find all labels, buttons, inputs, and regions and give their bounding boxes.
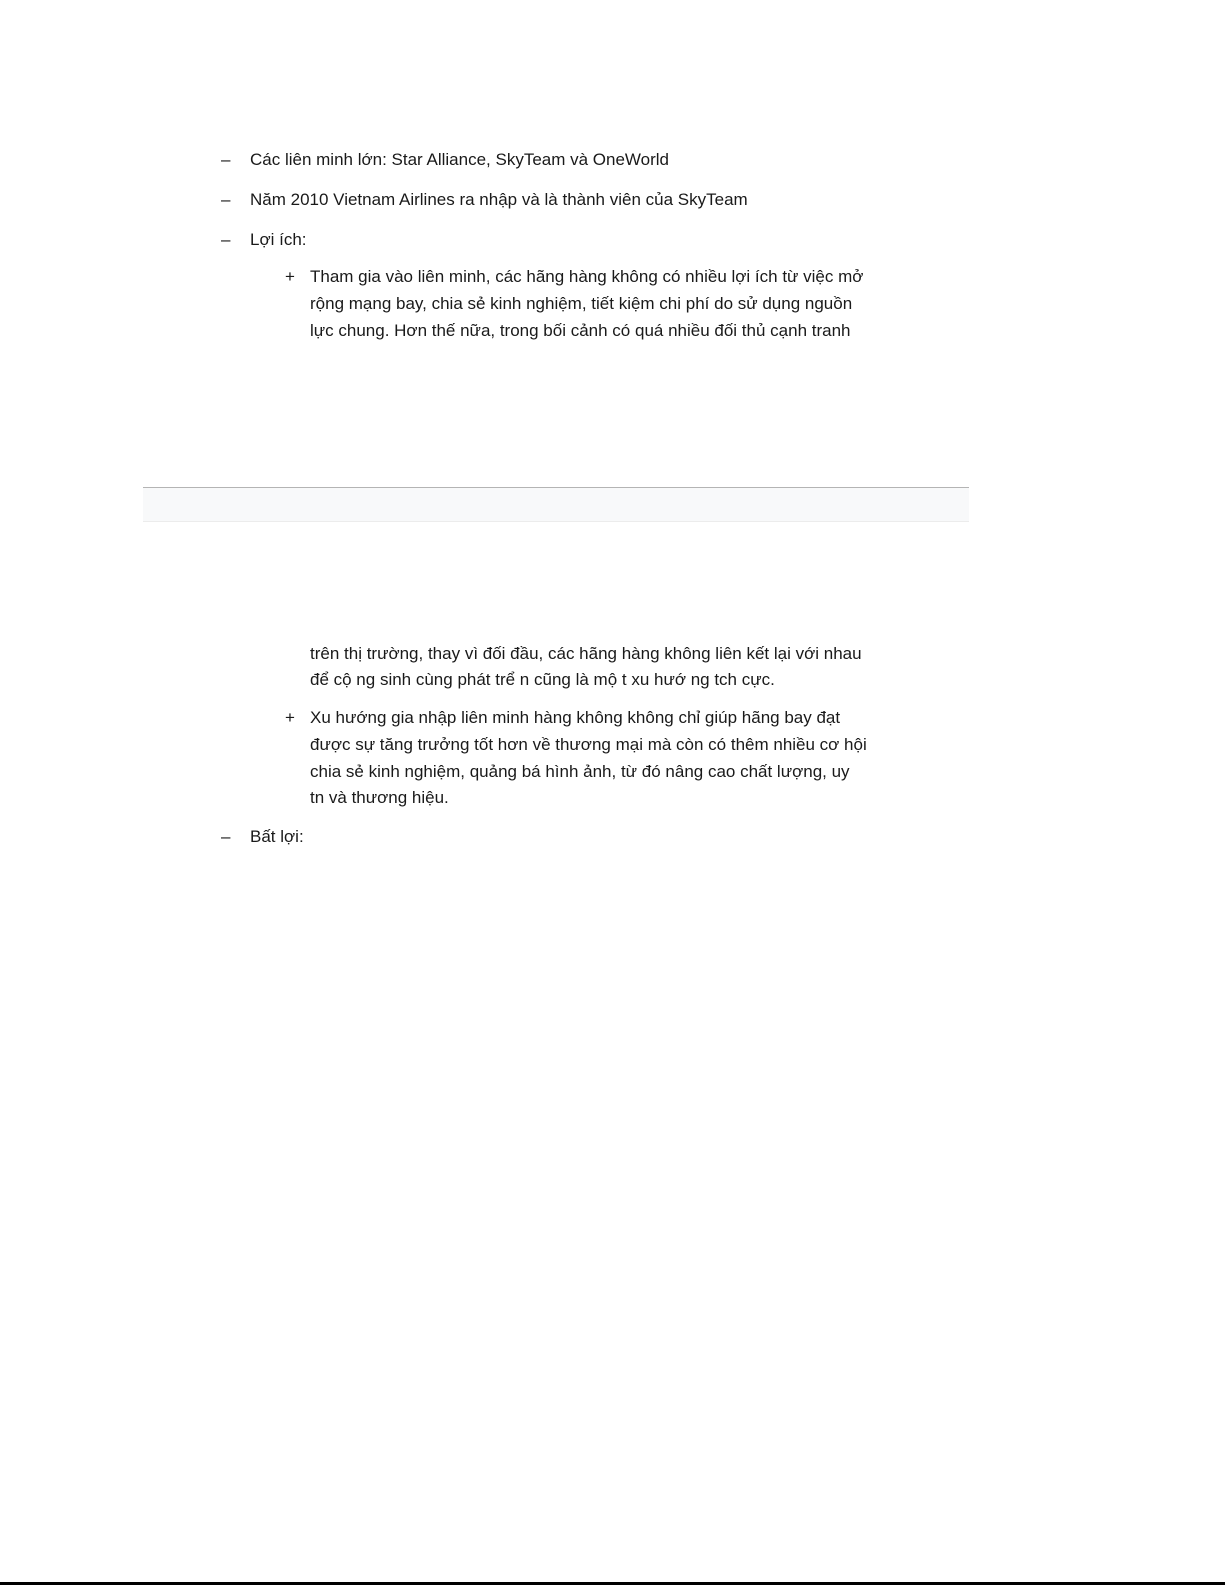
dash-marker: –: [221, 230, 231, 249]
paragraph-line: Xu hướng gia nhập liên minh hàng không không chỉ giúp hãng bay đạt: [310, 708, 841, 727]
paragraph-line: trên thị trường, thay vì đối đầu, các hãng hàng không liên kết lại với nhau: [310, 644, 862, 663]
list-item-vietnam-airlines: Năm 2010 Vietnam Airlines ra nhập và là thành viên của SkyTeam: [250, 190, 748, 209]
paragraph-line: được sự tăng trưởng tốt hơn về thương mại mà còn có thêm nhiều cơ hội: [310, 735, 867, 754]
paragraph-line: rộng mạng bay, chia sẻ kinh nghiệm, tiết kiệm chi phí do sử dụng nguồn: [310, 294, 853, 313]
page-break-divider: [143, 487, 969, 522]
paragraph-line: để cộ ng sinh cùng phát trể n cũng là mộ t xu hướ ng tch cực.: [310, 670, 775, 689]
paragraph-line: Tham gia vào liên minh, các hãng hàng không có nhiều lợi ích từ việc mở: [310, 267, 864, 286]
paragraph-line: tn và thương hiệu.: [310, 788, 449, 807]
plus-marker: +: [285, 267, 295, 286]
dash-marker: –: [221, 150, 231, 169]
plus-marker: +: [285, 708, 295, 727]
list-item-benefits-heading: Lợi ích:: [250, 230, 307, 249]
list-item-alliances: Các liên minh lớn: Star Alliance, SkyTeam và OneWorld: [250, 150, 670, 169]
dash-marker: –: [221, 827, 231, 846]
paragraph-line: chia sẻ kinh nghiệm, quảng bá hình ảnh, từ đó nâng cao chất lượng, uy: [310, 762, 850, 781]
list-item-drawbacks-heading: Bất lợi:: [250, 827, 304, 846]
dash-marker: –: [221, 190, 231, 209]
paragraph-line: lực chung. Hơn thế nữa, trong bối cảnh có quá nhiều đối thủ cạnh tranh: [310, 321, 851, 340]
